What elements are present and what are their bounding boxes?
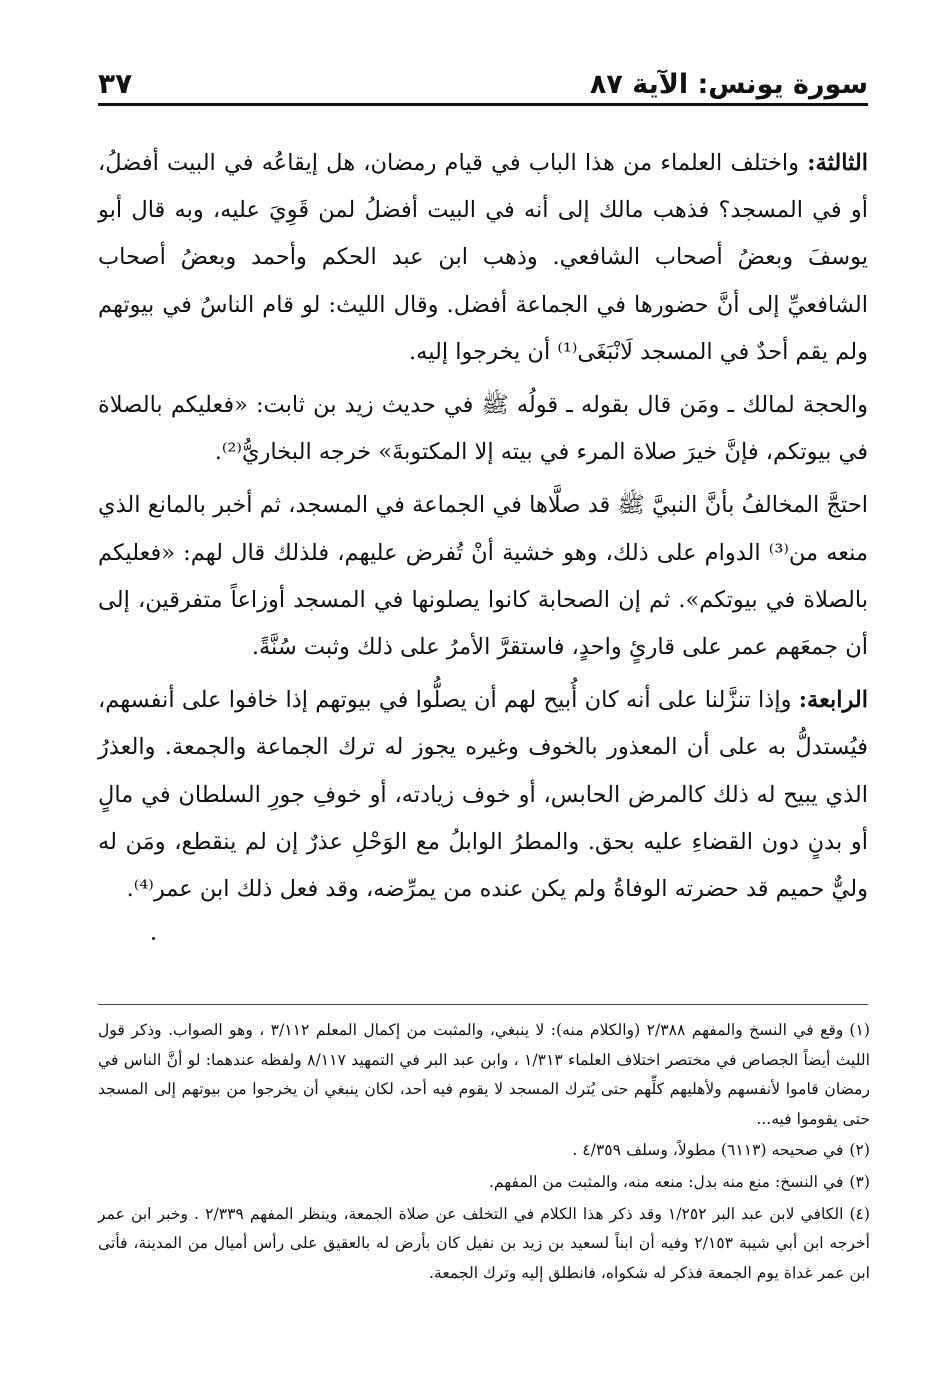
footnote-2 xyxy=(98,1136,870,1166)
footnotes xyxy=(98,1016,870,1290)
footnote-4 xyxy=(98,1200,870,1289)
footnote-text: في النسخ: منع منه بدل: منعه منه، والمثبت من المفهم. xyxy=(488,1172,844,1191)
footnote-number: (١) xyxy=(849,1021,870,1039)
paragraph-opponent xyxy=(98,482,868,671)
paragraph-fourth xyxy=(98,677,868,913)
paragraph-label: الرابعة: xyxy=(798,687,868,714)
page-number: ٣٧ xyxy=(98,67,133,100)
paragraph-text: وإذا تنزَّلنا على أنه كان أُبيح لهم أن يصلُّوا في بيوتهم إذا خافوا على أنفسهم، فيُستدلُّ به على أن المعذور بالخوف وغيره يجوز له ترك الجماعة والجمعة. والعذرُ الذي يبيح له ذلك كالمرض الحابس، أو خوف زيادته، أو خوفِ جورِ السلطان في مالٍ أو بدنٍ دون القضاءِ عليه بحق. والمطرُ الوابلُ مع الوَحْلِ عذرٌ إن لم ينقطع، ومَن له وليٌّ حميم قد حضرته الوفاةُ ولم يكن عنده من يمرِّضه، وقد فعل ذلك ابن عمر⁽⁴⁾. xyxy=(98,687,868,903)
footnote-number: (٣) xyxy=(849,1172,870,1191)
main-text xyxy=(98,140,868,919)
page-header xyxy=(98,60,868,100)
footnote-text: الكافي لابن عبد البر ١/٢٥٢ وقد ذكر هذا الكلام في التخلف عن صلاة الجمعة، وينظر المفهم ٢/٣٣٩ . وخبر ابن عمر أخرجه ابن أبي شيبة ٢/١٥٣ وفيه أن ابناً لسعيد بن زيد بن نفيل كان بأرض له بالعقيق على رأس أميال من المدينة، فأتى ابن عمر غداة يوم الجمعة فذكر له شكواه، فانطلق إليه وترك الجمعة. xyxy=(98,1204,871,1282)
footnote-3 xyxy=(98,1168,870,1198)
footnote-separator xyxy=(98,1004,868,1005)
running-head-title: سورة يونس: الآية ٨٧ xyxy=(589,69,868,100)
footnote-1 xyxy=(98,1016,870,1134)
paragraph-third xyxy=(98,140,868,376)
footnote-number: (٢) xyxy=(849,1141,870,1160)
paragraph-text: احتجَّ المخالفُ بأنَّ النبيَّ ﷺ قد صلَّاها في الجماعة في المسجد، ثم أخبر بالمانع الذي منعه من⁽³⁾ الدوام على ذلك، وهو خشية أنْ تُفرض عليهم، فلذلك قال لهم: «فعليكم بالصلاة في بيوتكم». ثم إن الصحابة كانوا يصلونها في المسجد أوزاعاً متفرقين، إلى أن جمعَهم عمر على قارئٍ واحدٍ، فاستقرَّ الأمرُ على ذلك وثبت سُنَّةً. xyxy=(98,492,868,661)
paragraph-text: والحجة لمالك ـ ومَن قال بقوله ـ قولُه ﷺ في حديث زيد بن ثابت: «فعليكم بالصلاة في بيوتكم، فإنَّ خيرَ صلاة المرء في بيته إلا المكتوبةَ» خرجه البخاريُّ⁽²⁾. xyxy=(98,392,868,466)
footnote-number: (٤) xyxy=(849,1204,871,1223)
print-speck xyxy=(152,937,155,940)
paragraph-label: الثالثة: xyxy=(807,150,868,176)
footnote-text: وقع في النسخ والمفهم ٢/٣٨٨ (والكلام منه): لا ينبغي، والمثبت من إكمال المعلم ٣/١١٢ ، وهو الصواب. وذكر قول الليث أيضاً الجصاص في مختصر اختلاف العلماء ١/٣١٣ ، وابن عبد البر في التمهيد ٨/١١٧ ولفظه عندهما: لو أنَّ الناس في رمضان قاموا لأنفسهم ولأهليهم كلِّهم حتى يُترك المسجد لا يقوم فيه أحد، لكان ينبغي أن يخرجوا من بيوتهم إلى المسجد حتى يقوموا فيه... xyxy=(98,1021,870,1128)
header-rule xyxy=(98,103,868,106)
paragraph-evidence xyxy=(98,382,868,476)
paragraph-text: واختلف العلماء من هذا الباب في قيام رمضان، هل إيقاعُه في البيت أفضلُ، أو في المسجد؟ فذهب مالك إلى أنه في البيت أفضلُ لمن قَوِيَ عليه، وبه قال أبو يوسفَ وبعضُ أصحاب الشافعي. وذهب ابن عبد الحكم وأحمد وبعضُ أصحاب الشافعيِّ إلى أنَّ حضورها في الجماعة أفضل. وقال الليث: لو قام الناسُ في بيوتهم ولم يقم أحدٌ في المسجد لَانْبَغَى⁽¹⁾ أن يخرجوا إليه. xyxy=(98,150,868,365)
footnote-text: في صحيحه (٦١١٣) مطولاً، وسلف ٤/٣٥٩ . xyxy=(572,1141,844,1160)
